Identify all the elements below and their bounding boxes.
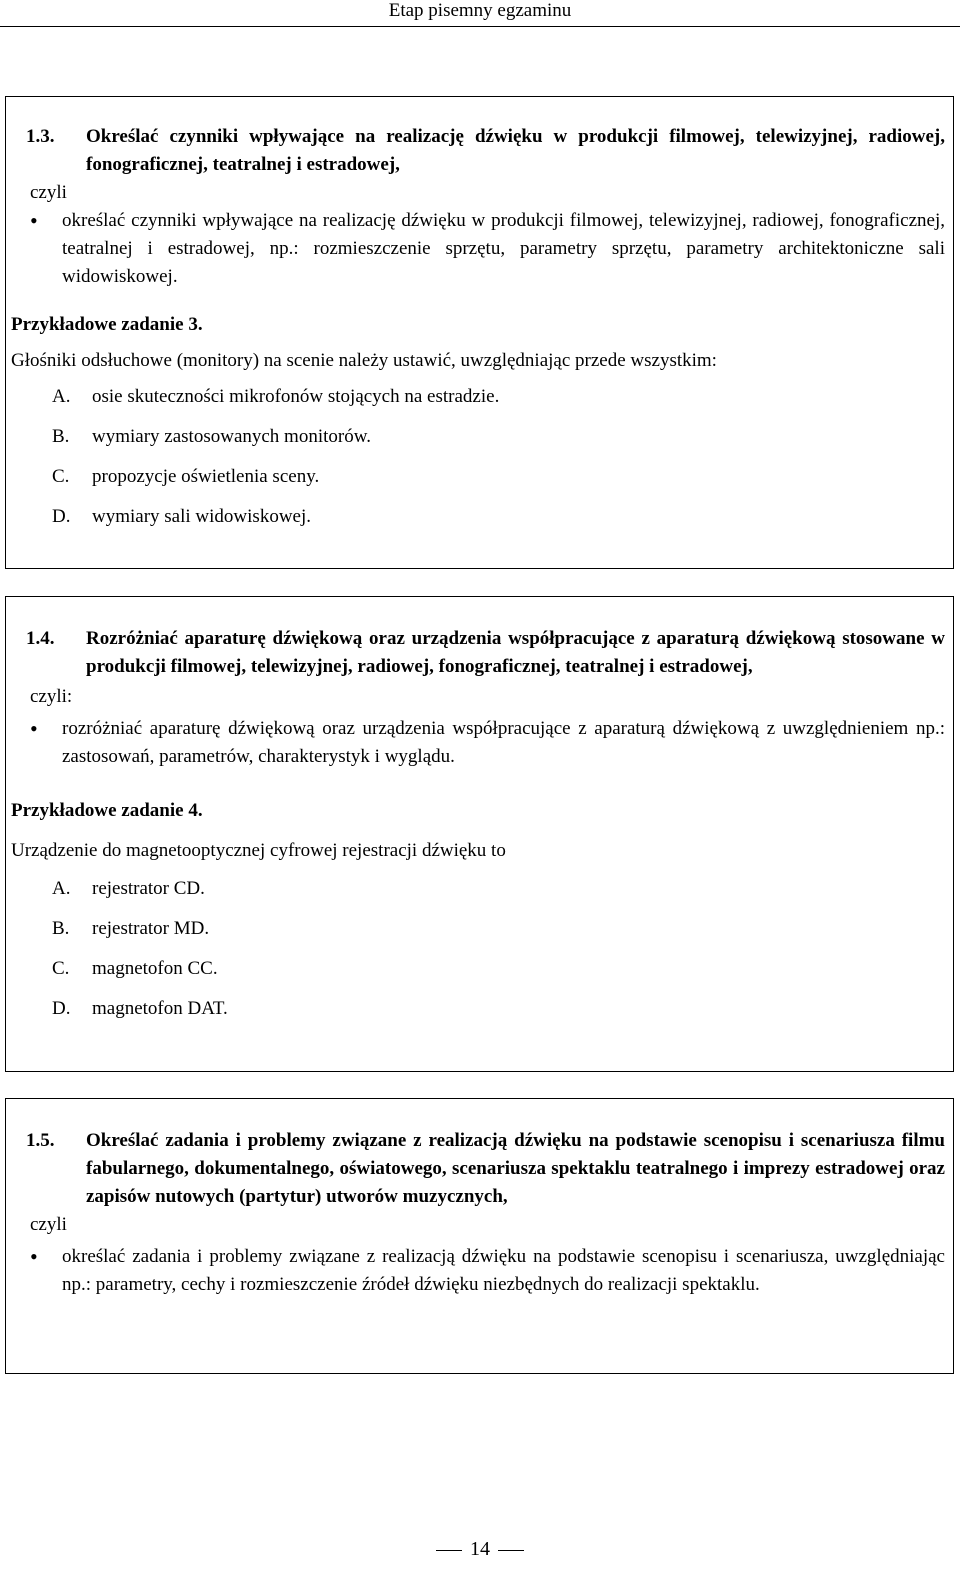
section-heading	[6, 123, 953, 179]
header-title: Etap pisemny egzaminu	[388, 0, 572, 21]
bullet-text: określać czynniki wpływające na realizację dźwięku w produkcji filmowej, telewizyjnej, radiowej, fonograficznej, teatralnej i estradowej, np.: rozmieszczenie sprzętu, parametry sprzętu, parametry architektoniczne sali widowiskowej.	[62, 210, 945, 287]
option-letter: B.	[52, 918, 70, 939]
section-1-4-box	[5, 596, 954, 1072]
dash-right	[498, 1550, 524, 1551]
answer-option	[52, 497, 953, 537]
dash-left	[436, 1550, 462, 1551]
option-letter: B.	[52, 426, 70, 447]
page-header	[0, 0, 960, 27]
bullet-item	[6, 1243, 953, 1299]
section-heading-text: Określać zadania i problemy związane z realizacją dźwięku na podstawie scenopisu i scenariusza filmu fabularnego, dokumentalnego, oświatowego, scenariusza spektaklu teatralnego i imprezy estradowej oraz zapisów nutowych (partytur) utworów muzycznych,	[86, 1130, 945, 1207]
answer-option	[52, 417, 953, 457]
option-letter: D.	[52, 506, 71, 527]
answer-options	[6, 869, 953, 1029]
example-title: Przykładowe zadanie 3.	[11, 314, 203, 335]
answer-option	[52, 989, 953, 1029]
answer-option	[52, 457, 953, 497]
czyli-label: czyli:	[30, 686, 73, 707]
bullet-item	[6, 207, 953, 291]
example-title: Przykładowe zadanie 4.	[11, 800, 203, 821]
section-1-3-box	[5, 96, 954, 569]
bullet-icon: •	[30, 208, 38, 233]
option-letter: C.	[52, 466, 70, 487]
question-text: Głośniki odsłuchowe (monitory) na scenie należy ustawić, uwzględniając przede wszystkim:	[11, 350, 717, 371]
czyli-label: czyli	[30, 182, 67, 203]
option-text: osie skuteczności mikrofonów stojących na estradzie.	[92, 386, 500, 407]
section-heading-text: Rozróżniać aparaturę dźwiękową oraz urządzenia współpracujące z aparaturą dźwiękową stosowane w produkcji filmowej, telewizyjnej, radiowej, fonograficznej, teatralnej i estradowej,	[86, 628, 945, 677]
section-number: 1.4.	[26, 628, 55, 649]
option-text: magnetofon CC.	[92, 958, 218, 979]
section-heading	[6, 1127, 953, 1211]
answer-option	[52, 949, 953, 989]
option-text: wymiary zastosowanych monitorów.	[92, 426, 371, 447]
bullet-text: określać zadania i problemy związane z realizacją dźwięku na podstawie scenopisu i scenariusza, uwzględniając np.: parametry, cechy i rozmieszczenie źródeł dźwięku niezbędnych do realizacji spektaklu.	[62, 1246, 945, 1295]
czyli-label: czyli	[30, 1214, 67, 1235]
option-text: propozycje oświetlenia sceny.	[92, 466, 320, 487]
option-text: rejestrator MD.	[92, 918, 210, 939]
section-heading-text: Określać czynniki wpływające na realizację dźwięku w produkcji filmowej, telewizyjnej, radiowej, fonograficznej, teatralnej i estradowej,	[86, 126, 945, 175]
option-text: magnetofon DAT.	[92, 998, 228, 1019]
option-text: wymiary sali widowiskowej.	[92, 506, 312, 527]
question-text: Urządzenie do magnetooptycznej cyfrowej rejestracji dźwięku to	[11, 840, 506, 861]
answer-option	[52, 377, 953, 417]
option-letter: C.	[52, 958, 70, 979]
option-letter: D.	[52, 998, 71, 1019]
option-text: rejestrator CD.	[92, 878, 205, 899]
section-1-5-box	[5, 1098, 954, 1374]
option-letter: A.	[52, 386, 71, 407]
bullet-icon: •	[30, 1244, 38, 1269]
option-letter: A.	[52, 878, 71, 899]
page-number-text: 14	[470, 1538, 490, 1560]
page-number	[0, 1538, 960, 1561]
answer-option	[52, 869, 953, 909]
answer-option	[52, 909, 953, 949]
bullet-icon: •	[30, 716, 38, 741]
bullet-text: rozróżniać aparaturę dźwiękową oraz urządzenia współpracujące z aparaturą dźwiękową z uwzględnieniem np.: zastosowań, parametrów, charakterystyk i wyglądu.	[62, 718, 945, 767]
section-number: 1.5.	[26, 1130, 55, 1151]
bullet-item	[6, 715, 953, 771]
section-number: 1.3.	[26, 126, 55, 147]
section-heading	[6, 625, 953, 681]
answer-options	[6, 377, 953, 537]
